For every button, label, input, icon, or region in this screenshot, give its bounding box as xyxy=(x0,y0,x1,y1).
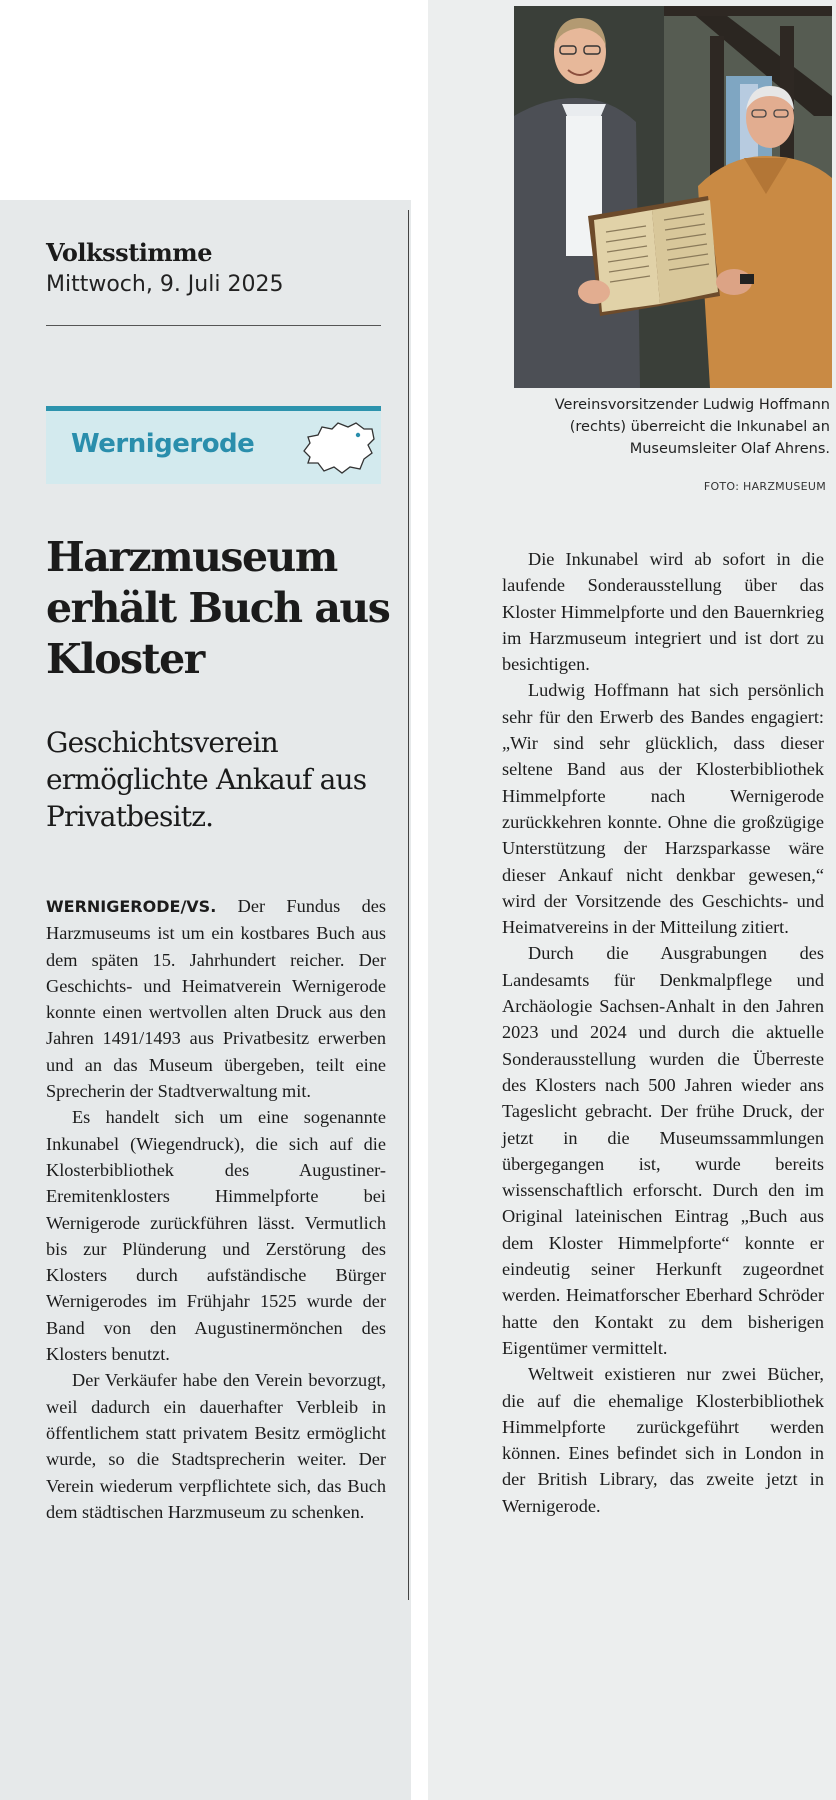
article-body-right xyxy=(502,546,824,1519)
photo-caption: Vereinsvorsitzender Ludwig Hoffmann (rechts) überreicht die Inkunabel an Museumsleiter Olaf Ahrens. xyxy=(554,397,830,457)
article-photo xyxy=(514,6,832,388)
publication-date: Mittwoch, 9. Juli 2025 xyxy=(46,272,284,297)
region-map-icon xyxy=(298,417,378,479)
photo-credit: FOTO: HARZMUSEUM xyxy=(703,480,826,493)
left-clipping xyxy=(0,200,411,1800)
article-headline: Harzmuseum erhält Buch aus Kloster xyxy=(46,533,390,683)
column-divider xyxy=(408,210,409,1600)
paragraph-text: Der Fundus des Harzmuseums ist um ein kostbares Buch aus dem späten 15. Jahrhundert reicher. Der Geschichts- und Heimatverein Wernigerode konnte einen wertvollen alten Druck aus den Jahren 1491/1493 aus Privatbesitz erwerben und an das Museum übergeben, teilt eine Sprecherin der Stadtverwaltung mit. xyxy=(46,896,386,1102)
article-dateline: WERNIGERODE/VS. xyxy=(46,897,217,916)
article-paragraph xyxy=(46,893,386,1104)
article-paragraph: Weltweit existieren nur zwei Bücher, die auf die ehemalige Klosterbibliothek Himmelpforte zurückgeführt werden können. Eines befindet sich in London in der British Library, das zweite jetzt in Wernigerode. xyxy=(502,1364,824,1516)
article-paragraph: Ludwig Hoffmann hat sich persönlich sehr für den Erwerb des Bandes engagiert: „Wir sind sehr glücklich, dass dieser seltene Band aus der Klosterbibliothek Himmelpforte nach Wernigerode zurückkehren konnte. Ohne die großzügige Unterstützung der Harzsparkasse wäre dieser Ankauf nicht denkbar gewesen,“ wird der Vorsitzende des Geschichts- und Heimatvereins in der Mitteilung zitiert. xyxy=(502,680,824,938)
article-subheadline: Geschichtsverein ermöglichte Ankauf aus Privatbesitz. xyxy=(46,726,367,833)
publication-name: Volksstimme xyxy=(46,238,212,267)
article-paragraph: Die Inkunabel wird ab sofort in die laufende Sonderausstellung über das Kloster Himmelpforte und den Bauernkrieg im Harzmuseum integriert und ist dort zu besichtigen. xyxy=(502,549,824,675)
right-clipping xyxy=(428,0,836,1800)
section-label: Wernigerode xyxy=(71,429,255,459)
article-paragraph: Durch die Ausgrabungen des Landesamts für Denkmalpflege und Archäologie Sachsen-Anhalt in den Jahren 2023 und 2024 und durch die aktuelle Sonderausstellung wurden die Überreste des Klosters nach 500 Jahren wieder ans Tageslicht gebracht. Der frühe Druck, der jetzt in die Museumssammlungen übergegangen ist, wurde bereits wissenschaftlich erforscht. Durch den im Original lateinischen Eintrag „Buch aus dem Kloster Himmelpforte“ konnte er eindeutig seiner Herkunft zugeordnet werden. Heimatforscher Eberhard Schröder hatte den Kontakt zu dem bisherigen Eigentümer vermittelt. xyxy=(502,943,824,1358)
photo-illustration xyxy=(514,6,832,388)
header-rule xyxy=(46,325,381,326)
article-paragraph: Es handelt sich um eine sogenannte Inkunabel (Wiegendruck), die sich auf die Klosterbibliothek des Augustiner-Eremitenklosters Himmelpforte bei Wernigerode zurückführen lässt. Vermutlich bis zur Plünderung und Zerstörung des Klosters durch aufständische Bürger Wernigerodes im Frühjahr 1525 wurde der Band von den Augustinermönchen des Klosters benutzt. xyxy=(46,1107,386,1365)
article-paragraph: Der Verkäufer habe den Verein bevorzugt, weil dadurch ein dauerhafter Verbleib in öffentlichem statt privatem Besitz ermöglicht wurde, so die Stadtsprecherin weiter. Der Verein wiederum verpflichtete sich, das Buch dem städtischen Harzmuseum zu schenken. xyxy=(46,1370,386,1522)
article-body-left xyxy=(46,893,386,1525)
section-banner xyxy=(46,406,381,484)
